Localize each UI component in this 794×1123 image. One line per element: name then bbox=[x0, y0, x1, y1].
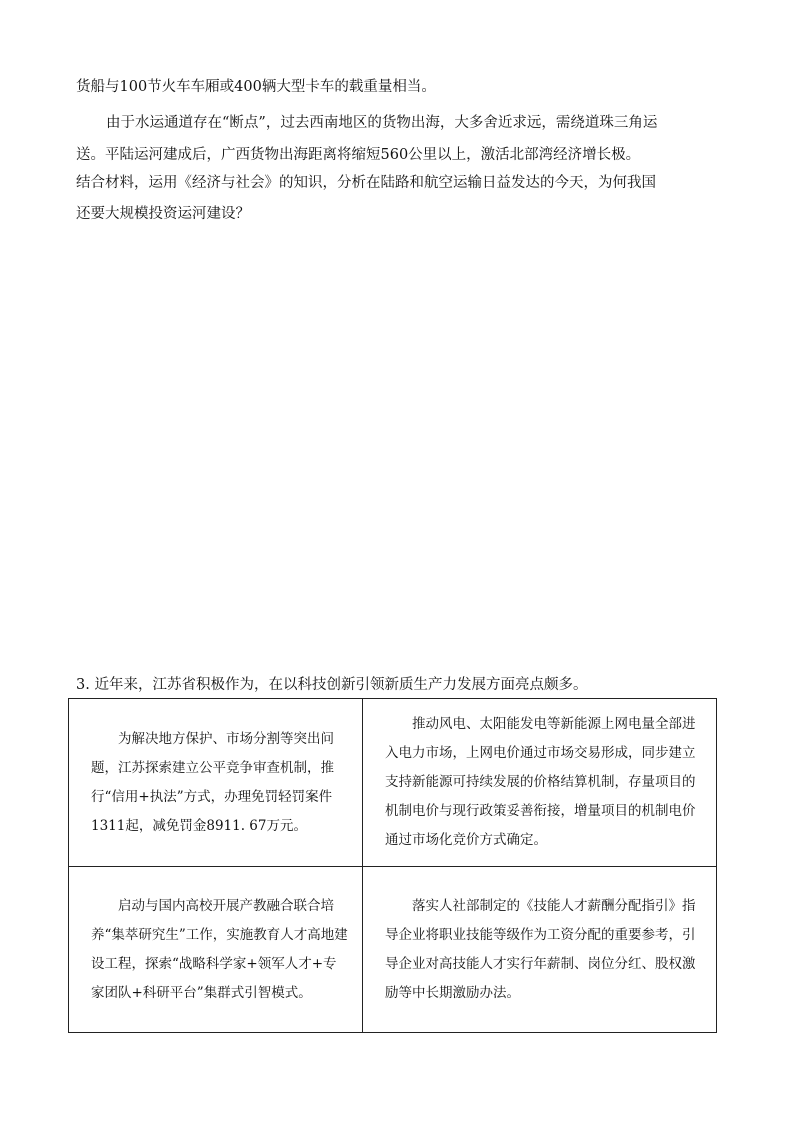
question-3-intro: 3. 近年来，江苏省积极作为，在以科技创新引领新质生产力发展方面亮点颇多。 bbox=[76, 677, 588, 693]
table-cell-new-energy: 推动风电、太阳能发电等新能源上网电量全部进入电力市场，上网电价通过市场交易形成，同步建立支持新能源可持续发展的价格结算机制，存量项目的机制电价与现行政策妥善衔接，增量项目的机制电价通过市场化竞价方式确定。 bbox=[363, 699, 717, 867]
table-row bbox=[69, 699, 717, 867]
passage-line-3: 送。平陆运河建成后，广西货物出海距离将缩短560公里以上，激活北部湾经济增长极。 bbox=[76, 147, 641, 163]
material-table bbox=[68, 698, 717, 1033]
table-row bbox=[69, 867, 717, 1033]
question-2-line-2: 还要大规模投资运河建设？ bbox=[76, 206, 250, 222]
passage-line-1: 货船与100节火车车厢或400辆大型卡车的载重量相当。 bbox=[76, 79, 436, 95]
table-cell-talent-training: 启动与国内高校开展产教融合联合培养“集萃研究生”工作，实施教育人才高地建设工程，探索“战略科学家+领军人才+专家团队+科研平台”集群式引智模式。 bbox=[69, 867, 363, 1033]
table-cell-fair-competition: 为解决地方保护、市场分割等突出问题，江苏探索建立公平竞争审查机制，推行“信用+执法”方式，办理免罚轻罚案件1311起，减免罚金8911. 67万元。 bbox=[69, 699, 363, 867]
passage-line-2: 由于水运通道存在“断点”，过去西南地区的货物出海，大多舍近求远，需绕道珠三角运 bbox=[106, 115, 658, 131]
question-2-line-1: 结合材料，运用《经济与社会》的知识，分析在陆路和航空运输日益发达的今天，为何我国 bbox=[76, 175, 656, 191]
table-cell-salary-guide: 落实人社部制定的《技能人才薪酬分配指引》指导企业将职业技能等级作为工资分配的重要参考，引导企业对高技能人才实行年薪制、岗位分红、股权激励等中长期激励办法。 bbox=[363, 867, 717, 1033]
